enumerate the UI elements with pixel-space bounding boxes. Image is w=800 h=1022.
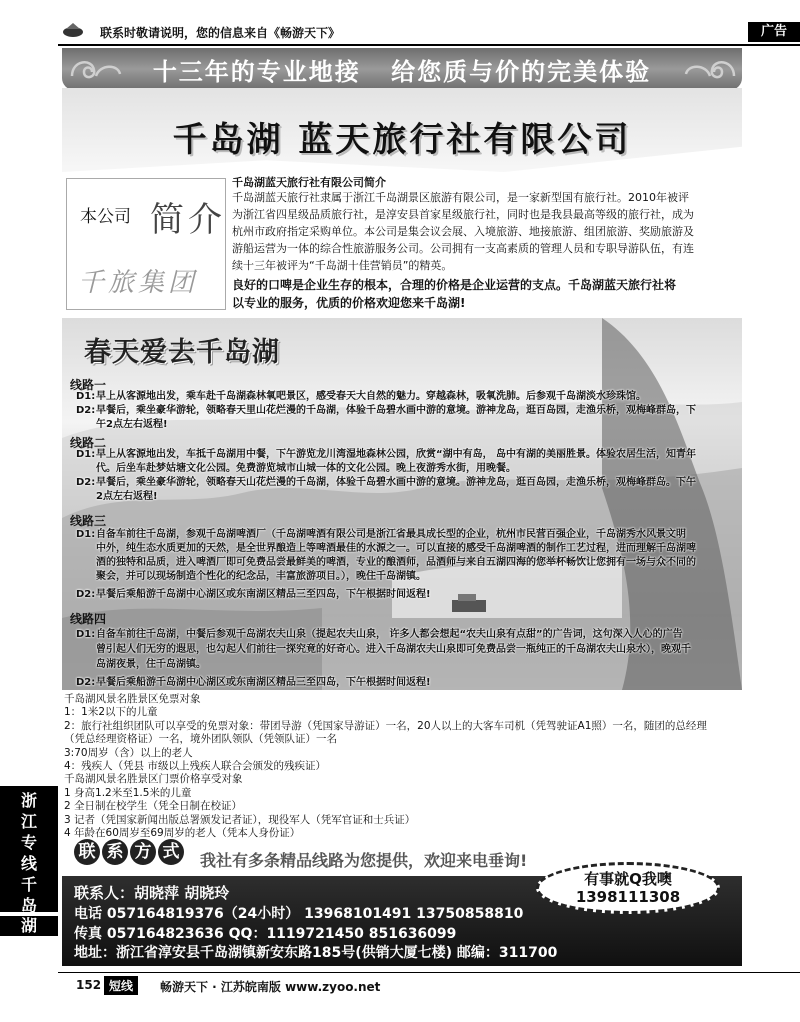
route-title: 线路四 bbox=[70, 612, 107, 626]
route-line bbox=[76, 490, 736, 504]
intro-line: 游船运营为一体的综合性旅游服务公司。公司拥有一支高素质的管理人员和专职导游队伍，有连 bbox=[232, 242, 694, 255]
route-day: D1: bbox=[76, 391, 96, 402]
route-text: 早上从客源地出发，乘车赴千岛湖森林氧吧景区，感受春天大自然的魅力。穿越森林，吸氧洗肺。后参观千岛湖淡水珍珠馆。 bbox=[96, 391, 646, 402]
source-notice: 联系时敬请说明，您的信息来自《畅游天下》 bbox=[100, 26, 341, 40]
route-line bbox=[76, 658, 736, 672]
route-text: 早餐后，乘坐豪华游轮，领略春天里山花烂漫的千岛湖，体验千岛碧水画中游的意境。游神龙岛，逛百岛园，走渔乐桥，观梅峰群岛，下 bbox=[96, 405, 696, 416]
route-line bbox=[76, 462, 736, 476]
route-line bbox=[76, 588, 736, 602]
side-tab-text bbox=[0, 790, 58, 916]
intro-line: 千岛湖蓝天旅行社隶属于浙江千岛湖景区旅游有限公司，是一家新型国有旅行社。2010年被评 bbox=[232, 191, 689, 204]
route-title: 线路一 bbox=[70, 378, 107, 392]
route-title: 线路三 bbox=[70, 514, 107, 528]
route-line bbox=[76, 676, 736, 690]
route-text: 代。后坐车赴梦姑塘文化公园。免费游览城市山城一体的文化公园。晚上夜游秀水街，用晚餐。 bbox=[96, 463, 516, 474]
side-char: 江 bbox=[20, 812, 37, 831]
footer-tag: 短线 bbox=[104, 976, 138, 995]
ticket-notes bbox=[64, 693, 740, 840]
contact-phone: 电话 057164819376（24小时） 13968101491 13750858810 bbox=[74, 906, 524, 922]
route-line bbox=[76, 528, 736, 542]
notes-item: 1 身高1.2米至1.5米的儿童 bbox=[64, 786, 192, 799]
notes-item: 4 年龄在60周岁至69周岁的老人（凭本人身份证） bbox=[64, 827, 301, 840]
side-char: 千 bbox=[20, 875, 37, 894]
contact-address: 地址：浙江省淳安县千岛湖镇新安东路185号(供销大厦七楼) 邮编：311700 bbox=[74, 945, 558, 961]
route-line bbox=[76, 643, 736, 657]
footer-rule bbox=[58, 972, 800, 973]
side-char: 湖 bbox=[0, 916, 58, 936]
route-text: 早餐后乘船游千岛湖中心湖区或东南湖区精品三至四岛，下午根据时间返程! bbox=[96, 589, 431, 600]
route-line bbox=[76, 476, 736, 490]
contact-fax: 传真 057164823636 QQ：1119721450 851636099 bbox=[74, 926, 457, 942]
route-text: 岛湖夜景，住千岛湖镇。 bbox=[96, 659, 206, 670]
logo-icon bbox=[62, 22, 84, 38]
footer-brand: 畅游天下 · 江苏皖南版 www.zyoo.net bbox=[160, 980, 381, 994]
qq-number: 1398111308 bbox=[575, 888, 681, 906]
intro-body bbox=[232, 189, 738, 274]
route-day: D1: bbox=[76, 529, 96, 540]
route-title: 线路二 bbox=[70, 436, 107, 450]
intro-highlight bbox=[232, 276, 738, 312]
slogan-part2: 给您质与价的完美体验 bbox=[391, 58, 652, 86]
route-line bbox=[76, 448, 736, 462]
route-line bbox=[76, 404, 736, 418]
route-day: D2: bbox=[76, 405, 96, 416]
slogan bbox=[62, 52, 742, 87]
route-text: 曾引起人们无穷的遐思，也勾起人们前往一探究竟的好奇心。进入千岛湖农夫山泉即可免费品尝一瓶纯正的千岛湖农夫山泉水），晚观千 bbox=[96, 644, 691, 655]
contact-heading-char: 方 bbox=[130, 839, 156, 865]
route-line bbox=[76, 542, 736, 556]
route-line bbox=[76, 556, 736, 570]
notes-item: （凭总经理资格证）一名，境外团队领队（凭领队证）一名 bbox=[64, 733, 337, 746]
route-line bbox=[76, 418, 736, 432]
route-text: 早上从客源地出发，车抵千岛湖用中餐，下午游览龙川湾湿地森林公园，欣赏“湖中有岛， 岛中有湖的美丽胜景。体验农居生活，知青年 bbox=[96, 449, 697, 460]
contact-person: 联系人：胡晓萍 胡晓玲 bbox=[74, 884, 230, 902]
contact-slogan: 我社有多条精品线路为您提供，欢迎来电垂询! bbox=[200, 851, 528, 870]
side-char: 浙 bbox=[20, 791, 37, 810]
highlight-line: 以专业的服务，优质的价格欢迎您来千岛湖! bbox=[232, 296, 466, 310]
notes-half-title: 千岛湖风景名胜景区门票价格享受对象 bbox=[64, 773, 243, 786]
route-text: 2点左右返程! bbox=[96, 491, 158, 502]
intro-label-prefix: 本公司 bbox=[80, 207, 131, 227]
contact-heading-char: 联 bbox=[74, 839, 100, 865]
highlight-line: 良好的口啤是企业生存的根本，合理的价格是企业运营的支点。千岛湖蓝天旅行社将 bbox=[232, 278, 677, 292]
contact-heading-char: 式 bbox=[158, 839, 184, 865]
company-title: 千岛湖 蓝天旅行社有限公司 bbox=[172, 120, 632, 160]
notes-free-title: 千岛湖风景名胜景区免票对象 bbox=[64, 693, 201, 705]
contact-heading-char: 系 bbox=[102, 839, 128, 865]
route-day: D2: bbox=[76, 477, 96, 488]
route-text: 自备车前往千岛湖，中餐后参观千岛湖农夫山泉（提起农夫山泉， 许多人都会想起“农夫山泉有点甜”的广告词，这句深入人心的广告 bbox=[96, 629, 683, 640]
route-line bbox=[76, 628, 736, 642]
intro-label-main: 简介 bbox=[150, 200, 226, 240]
slogan-part1: 十三年的专业地接 bbox=[152, 58, 361, 86]
route-text: 早餐后，乘坐豪华游轮，领略春天山花烂漫的千岛湖，体验千岛碧水画中游的意境。游神龙岛，逛百岛园，走渔乐桥，观梅峰群岛。下午 bbox=[96, 477, 696, 488]
notes-item: 3 记者（凭国家新闻出版总署颁发记者证），现役军人（凭军官证和士兵证） bbox=[64, 813, 416, 826]
side-char: 岛 bbox=[20, 896, 37, 915]
route-text: 早餐后乘船游千岛湖中心湖区或东南湖区精品三至四岛，下午根据时间返程! bbox=[96, 677, 431, 688]
route-day: D2: bbox=[76, 677, 96, 688]
route-text: 午2点左右返程! bbox=[96, 419, 168, 430]
intro-line: 杭州市政府指定采购单位。本公司是集会议会展、入境旅游、地接旅游、组团旅游、奖励旅游及 bbox=[232, 225, 694, 238]
route-day: D1: bbox=[76, 449, 96, 460]
route-text: 中外，纯生态水质更加的天然，是全世界酿造上等啤酒最佳的水源之一。可以直接的感受千岛湖啤酒的制作工艺过程，进而理解千岛湖啤 bbox=[96, 543, 696, 554]
spring-section-title: 春天爱去千岛湖 bbox=[84, 337, 280, 368]
route-text: 聚会，并可以现场制造个性化的纪念品，丰富旅游项目。），晚住千岛湖镇。 bbox=[96, 571, 426, 582]
notes-item: 3:70周岁（含）以上的老人 bbox=[64, 746, 193, 759]
calligraphy-logo: 千旅集团 bbox=[78, 268, 199, 298]
route-line bbox=[76, 390, 736, 404]
side-char: 线 bbox=[20, 854, 37, 873]
intro-heading: 千岛湖蓝天旅行社有限公司简介 bbox=[232, 176, 386, 189]
contact-heading bbox=[74, 839, 186, 865]
ad-tag: 广告 bbox=[748, 22, 800, 42]
side-char: 专 bbox=[20, 833, 37, 852]
notes-item: 1：1米2以下的儿童 bbox=[64, 706, 158, 719]
route-text: 酒的独特和品质，进入啤酒厂即可免费品尝最鲜美的啤酒，专业的酿酒师，品酒师与来自五湖四海的您举杯畅饮让您拥有一场与众不同的 bbox=[96, 557, 696, 568]
page-number: 152 bbox=[76, 978, 102, 992]
notes-item: 2：旅行社组织团队可以享受的免票对象：带团导游（凭国家导游证）一名，20人以上的大客车司机（凭驾驶证A1照）一名，随团的总经理 bbox=[64, 719, 707, 732]
route-day: D1: bbox=[76, 629, 96, 640]
qq-callout: 有事就Q我噢 bbox=[584, 870, 672, 888]
intro-line: 续十三年被评为“千岛湖十佳营销员”的精英。 bbox=[232, 259, 453, 272]
route-day: D2: bbox=[76, 589, 96, 600]
notes-item: 4：残疾人（凭县 市级以上残疾人联合会颁发的残疾证） bbox=[64, 760, 327, 773]
route-line bbox=[76, 570, 736, 584]
intro-line: 为浙江省四星级品质旅行社，是淳安县首家星级旅行社，同时也是我县最高等级的旅行社，成为 bbox=[232, 208, 694, 221]
notes-item: 2 全日制在校学生（凭全日制在校证） bbox=[64, 800, 243, 813]
route-text: 自备车前往千岛湖，参观千岛湖啤酒厂（千岛湖啤酒有限公司是浙江省最具成长型的企业，杭州市民营百强企业，千岛湖秀水风景文明 bbox=[96, 529, 686, 540]
